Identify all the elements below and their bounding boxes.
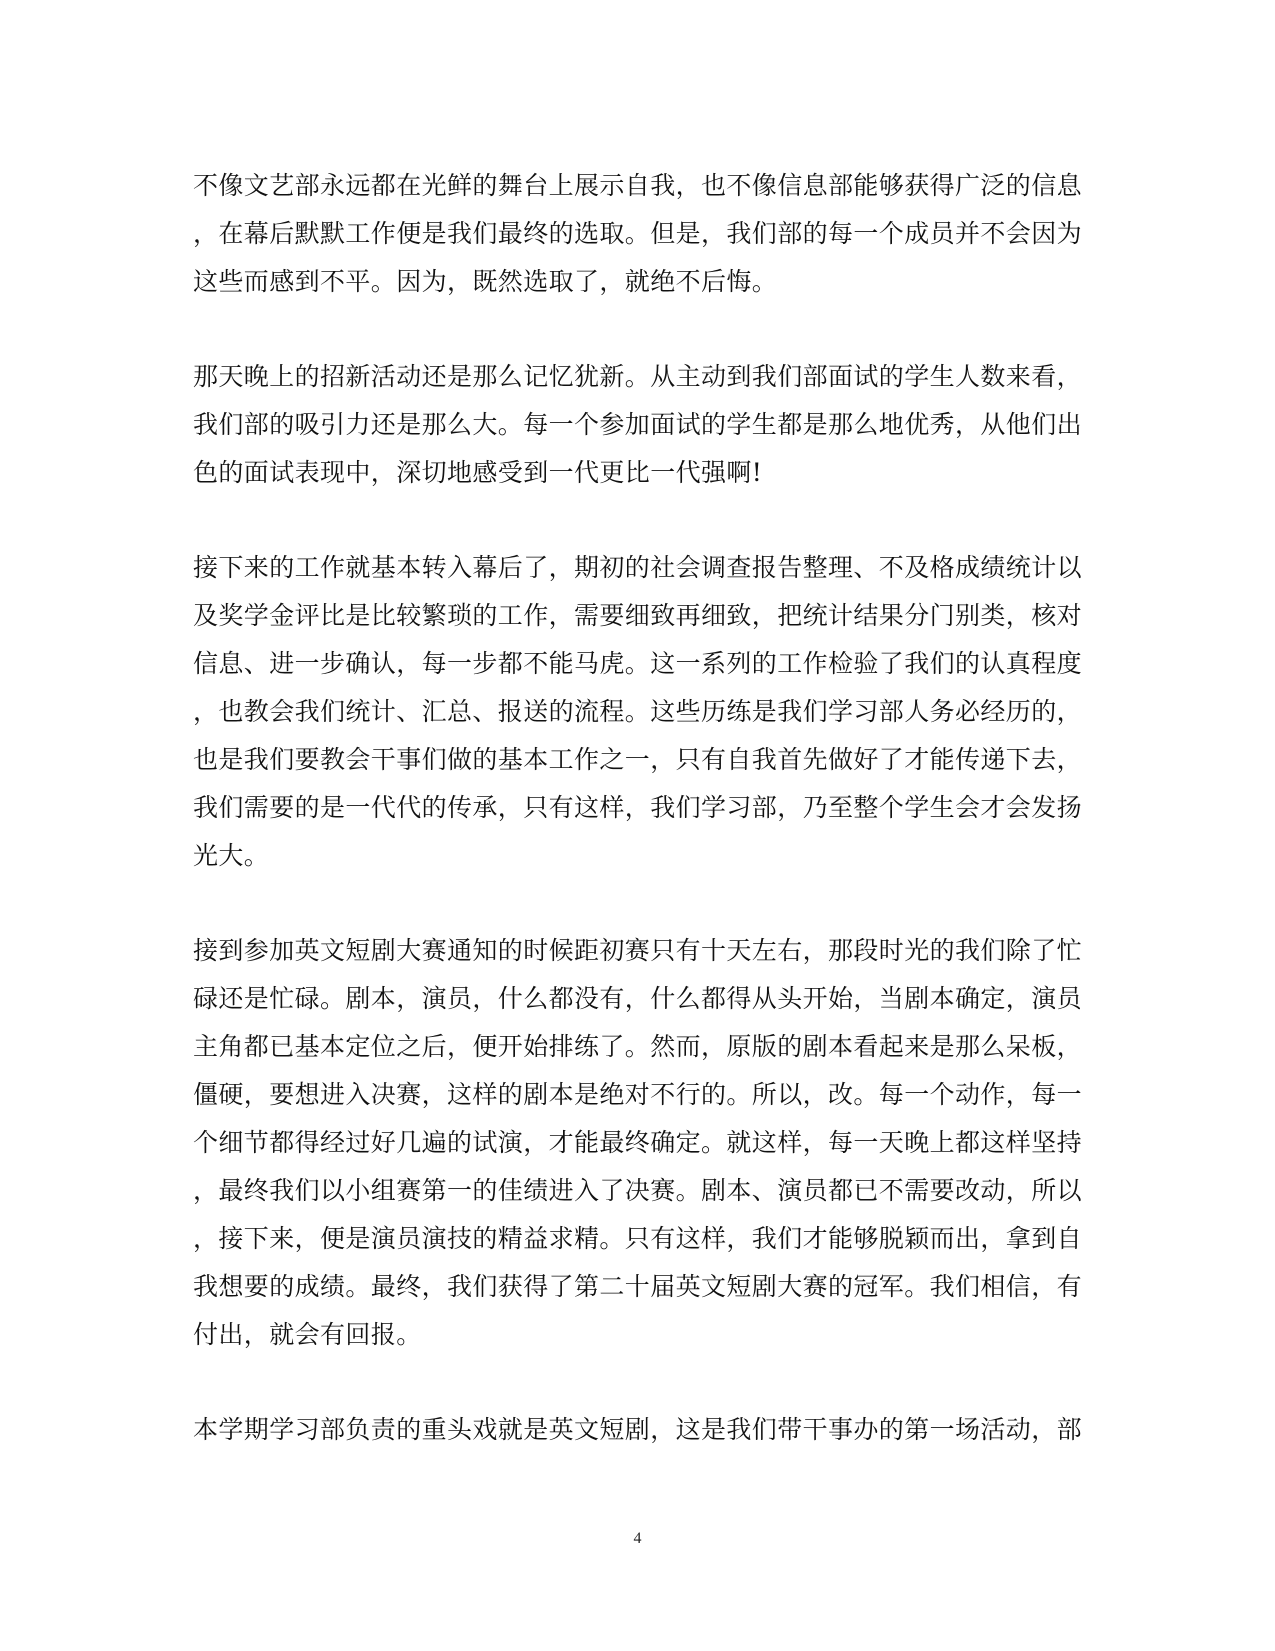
text-line: 主角都已基本定位之后，便开始排练了。然而，原版的剧本看起来是那么呆板， xyxy=(193,1032,1083,1061)
text-line: 付出，就会有回报。 xyxy=(193,1320,422,1349)
paragraph-spacer xyxy=(193,880,1073,927)
text-line: 这些而感到不平。因为，既然选取了，就绝不后悔。 xyxy=(193,267,778,296)
text-line: 光大。 xyxy=(193,841,270,870)
text-line: 我想要的成绩。最终，我们获得了第二十届英文短剧大赛的冠军。我们相信，有 xyxy=(193,1272,1083,1301)
text-line: 及奖学金评比是比较繁琐的工作，需要细致再细致，把统计结果分门别类，核对 xyxy=(193,601,1083,630)
paragraph xyxy=(193,162,1083,306)
body-text xyxy=(193,162,1083,1454)
text-line: ，在幕后默默工作便是我们最终的选取。但是，我们部的每一个成员并不会因为 xyxy=(193,219,1083,248)
text-line: 色的面试表现中，深切地感受到一代更比一代强啊! xyxy=(193,458,763,487)
paragraph-spacer xyxy=(193,306,1073,353)
text-line: 我们需要的是一代代的传承，只有这样，我们学习部，乃至整个学生会才会发扬 xyxy=(193,793,1083,822)
text-line: 那天晚上的招新活动还是那么记忆犹新。从主动到我们部面试的学生人数来看， xyxy=(193,362,1083,391)
text-line: ，接下来，便是演员演技的精益求精。只有这样，我们才能够脱颖而出，拿到自 xyxy=(193,1224,1083,1253)
text-line: ，也教会我们统计、汇总、报送的流程。这些历练是我们学习部人务必经历的， xyxy=(193,697,1083,726)
text-line: 僵硬，要想进入决赛，这样的剧本是绝对不行的。所以，改。每一个动作，每一 xyxy=(193,1080,1083,1109)
text-line: 本学期学习部负责的重头戏就是英文短剧，这是我们带干事办的第一场活动，部 xyxy=(193,1415,1083,1444)
text-line: 碌还是忙碌。剧本，演员，什么都没有，什么都得从头开始，当剧本确定，演员 xyxy=(193,984,1083,1013)
text-line: 不像文艺部永远都在光鲜的舞台上展示自我，也不像信息部能够获得广泛的信息 xyxy=(193,171,1083,200)
text-line: 也是我们要教会干事们做的基本工作之一，只有自我首先做好了才能传递下去， xyxy=(193,745,1083,774)
text-line: 接下来的工作就基本转入幕后了，期初的社会调查报告整理、不及格成绩统计以 xyxy=(193,553,1083,582)
page-number: 4 xyxy=(633,1530,642,1547)
text-line: 我们部的吸引力还是那么大。每一个参加面试的学生都是那么地优秀，从他们出 xyxy=(193,410,1083,439)
text-line: ，最终我们以小组赛第一的佳绩进入了决赛。剧本、演员都已不需要改动，所以 xyxy=(193,1176,1083,1205)
paragraph xyxy=(193,544,1083,880)
paragraph xyxy=(193,927,1083,1359)
paragraph xyxy=(193,353,1083,497)
paragraph-spacer xyxy=(193,497,1073,544)
text-line: 个细节都得经过好几遍的试演，才能最终确定。就这样，每一天晚上都这样坚持 xyxy=(193,1128,1083,1157)
text-line: 信息、进一步确认，每一步都不能马虎。这一系列的工作检验了我们的认真程度 xyxy=(193,649,1083,678)
text-line: 接到参加英文短剧大赛通知的时候距初赛只有十天左右，那段时光的我们除了忙 xyxy=(193,936,1083,965)
paragraph xyxy=(193,1406,1083,1454)
paragraph-spacer xyxy=(193,1359,1073,1406)
